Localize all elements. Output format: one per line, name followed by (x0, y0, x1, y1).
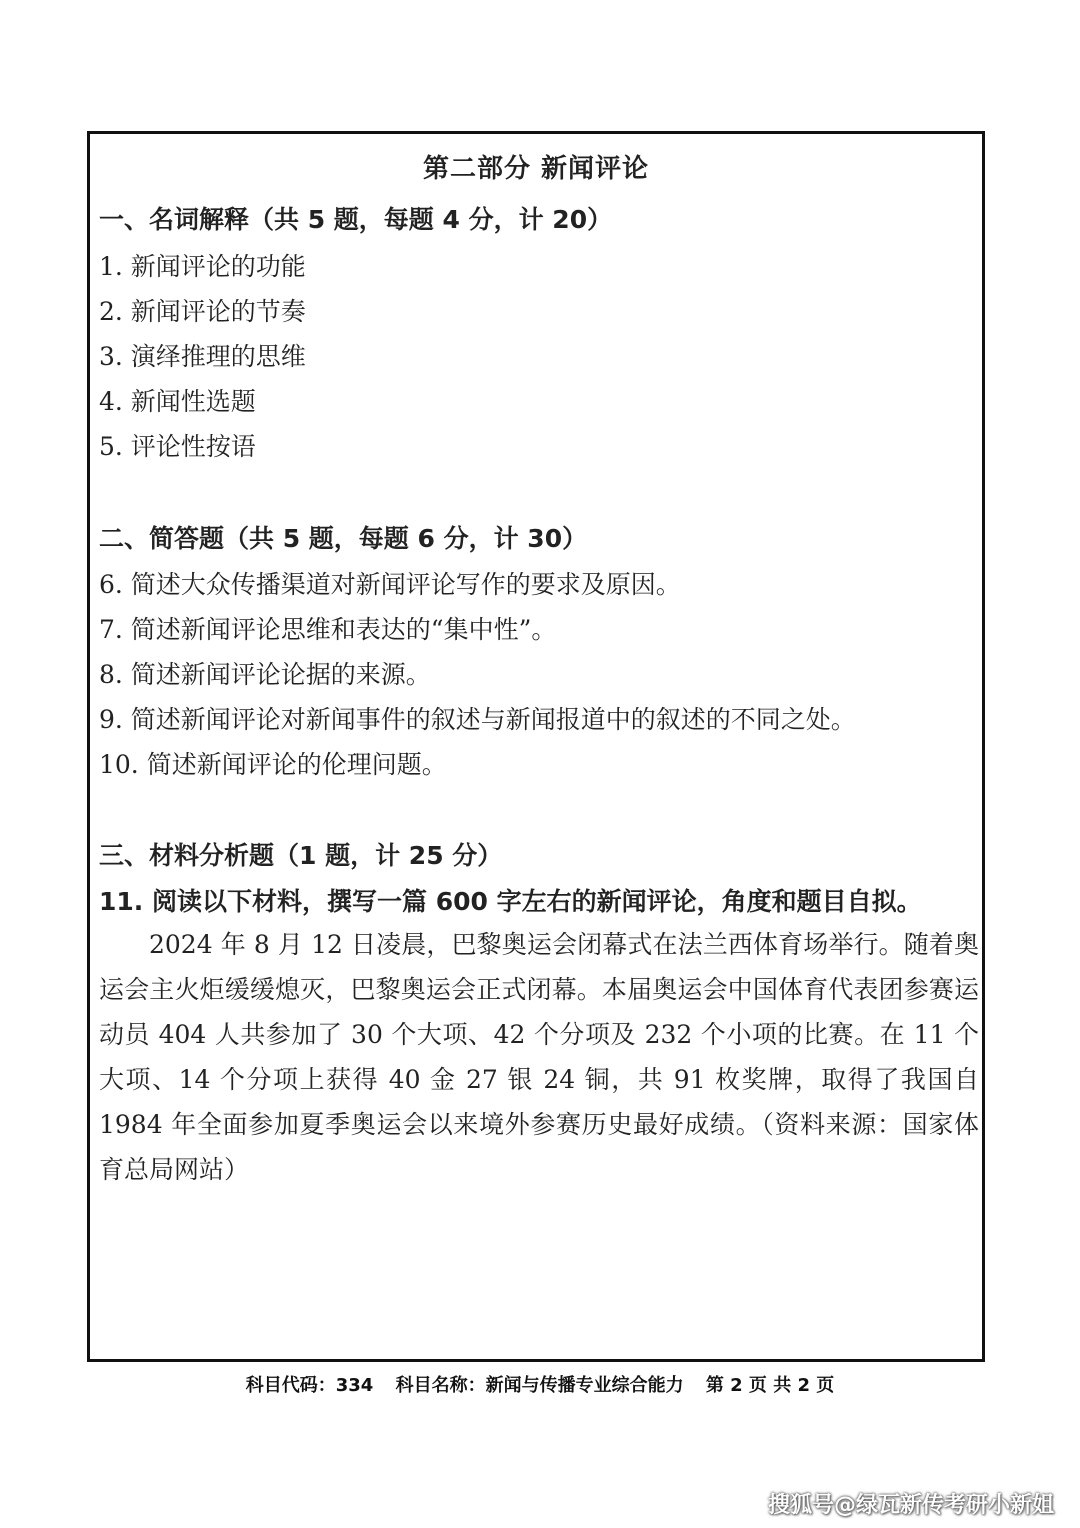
question-5: 5. 评论性按语 (99, 432, 256, 461)
question-6: 6. 简述大众传播渠道对新闻评论写作的要求及原因。 (99, 570, 681, 599)
question-11: 11. 阅读以下材料，撰写一篇 600 字左右的新闻评论，角度和题目自拟。 (99, 887, 922, 916)
section-2-heading: 二、简答题（共 5 题，每题 6 分，计 30） (99, 524, 588, 553)
page-number: 第 2 页 共 2 页 (705, 1375, 835, 1396)
exam-page-frame (87, 131, 985, 1362)
section-1-heading: 一、名词解释（共 5 题，每题 4 分，计 20） (99, 205, 613, 234)
question-8: 8. 简述新闻评论论据的来源。 (99, 660, 431, 689)
page-footer (0, 1371, 1080, 1397)
section-3-heading: 三、材料分析题（1 题，计 25 分） (99, 841, 503, 870)
subject-name: 科目名称：新闻与传播专业综合能力 (395, 1375, 684, 1396)
question-9: 9. 简述新闻评论对新闻事件的叙述与新闻报道中的叙述的不同之处。 (99, 705, 856, 734)
watermark: 搜狐号@绿瓦新传考研小新姐 (767, 1493, 1054, 1518)
subject-code: 科目代码：334 (245, 1375, 374, 1396)
question-3: 3. 演绎推理的思维 (99, 342, 306, 371)
page-title: 第二部分 新闻评论 (422, 154, 650, 184)
question-2: 2. 新闻评论的节奏 (99, 297, 306, 326)
material-paragraph: 2024 年 8 月 12 日凌晨，巴黎奥运会闭幕式在法兰西体育场举行。随着奥运会主火炬缓缓熄灭，巴黎奥运会正式闭幕。本届奥运会中国体育代表团参赛运动员 404 人共参加了 30 个大项、42 个分项及 232 个小项的比赛。在 11 个大项、14 个分项上获得 40 金 27 银 24 铜，共 91 枚奖牌，取得了我国自 1984 年全面参加夏季奥运会以来境外参赛历史最好成绩。（资料来源：国家体育总局网站） (99, 930, 979, 1184)
question-10: 10. 简述新闻评论的伦理问题。 (99, 750, 447, 779)
question-1: 1. 新闻评论的功能 (99, 252, 306, 281)
question-4: 4. 新闻性选题 (99, 387, 256, 416)
question-7: 7. 简述新闻评论思维和表达的“集中性”。 (99, 615, 557, 644)
